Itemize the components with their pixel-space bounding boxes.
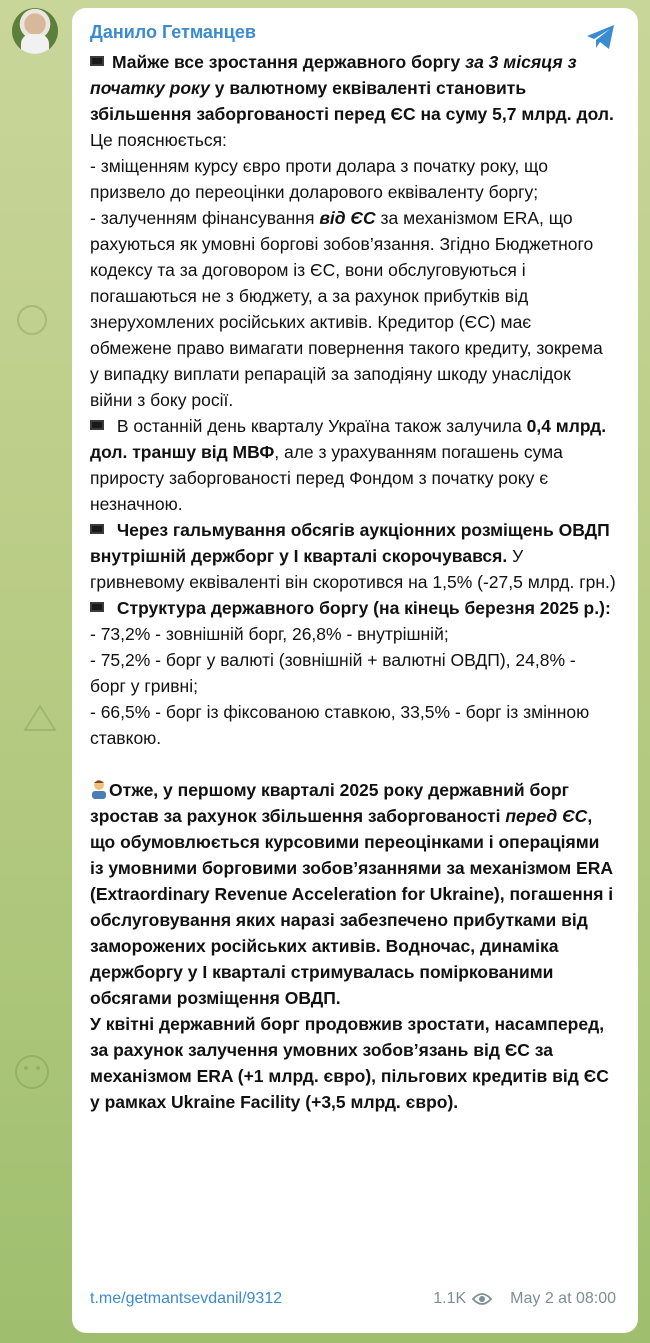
black-square-icon <box>90 56 104 66</box>
paragraph: Через гальмування обсягів аукціонних розміщень ОВДП внутрішній держборг у І кварталі скорочувався. У гривневому еквіваленті він скоротився на 1,5% (-27,5 млрд. грн.) <box>90 520 616 592</box>
message-bubble <box>72 8 638 1333</box>
paragraph: В останній день кварталу Україна також залучила 0,4 млрд. дол. траншу від МВФ, але з урахуванням погашень сума приросту заборгованості перед Фондом з початку року є незначною. <box>90 416 607 514</box>
author-name[interactable]: Данило Гетманцев <box>90 22 256 42</box>
paragraph: Структура державного боргу (на кінець березня 2025 р.): <box>90 595 616 621</box>
timestamp: May 2 at 08:00 <box>510 1290 616 1307</box>
man-technologist-emoji <box>90 779 108 799</box>
message-text <box>90 49 616 1115</box>
author-avatar[interactable] <box>12 8 58 54</box>
background-doodle <box>20 700 60 740</box>
black-square-icon <box>90 420 104 430</box>
view-count: 1.1K <box>433 1290 492 1308</box>
post-link[interactable]: t.me/getmantsevdanil/9312 <box>90 1290 283 1307</box>
black-square-icon <box>90 602 104 612</box>
paragraph: - 66,5% - борг із фіксованою ставкою, 33,5% - борг із змінною ставкою. <box>90 702 590 748</box>
paragraph: - 73,2% - зовнішній борг, 26,8% - внутрішній; <box>90 624 449 644</box>
paragraph: - залученням фінансування від ЄС за механізмом ERA, що рахуються як умовні боргові зобов’язання. Згідно Бюджетного кодексу та за договором із ЄС, вони обслуговуються і погашаються не з бюджету, а за рахунок прибутків від знерухомлених російських активів. Кредитор (ЄС) має обмежене право вимагати повернення такого кредиту, зокрема у випадку виплати репарацій за заподіяну шкоду унаслідок війни з боку росії. <box>90 208 603 410</box>
paragraph: Майже все зростання державного боргу за 3 місяця з початку року у валютному еквіваленті становить збільшення заборгованості перед ЄС на суму 5,7 млрд. дол. Це пояснюється: <box>90 52 614 150</box>
paragraph: - 75,2% - борг у валюті (зовнішній + валютні ОВДП), 24,8% - борг у гривні; <box>90 650 576 696</box>
paragraph: У квітні державний борг продовжив зростати, насамперед, за рахунок залучення умовних зобов’язань від ЄС за механізмом ERA (+1 млрд. євро), пільгових кредитів від ЄС у рамках Ukraine Facility (+3,5 млрд. євро). <box>90 1014 609 1112</box>
background-doodle <box>10 1050 54 1094</box>
background-doodle <box>12 300 52 340</box>
eye-icon <box>472 1292 492 1306</box>
paragraph: Отже, у першому кварталі 2025 року державний борг зростав за рахунок збільшення заборгованості перед ЄС, що обумовлюється курсовими переоцінками і операціями із умовними борговими зобов’язаннями за механізмом ERA (Extraordinary Revenue Acceleration for Ukraine), погашення і обслуговування яких наразі забезпечено прибутками від заморожених російських активів. Водночас, динаміка держборгу у І кварталі стримувалась поміркованими обсягами розміщення ОВДП. <box>90 780 614 1008</box>
telegram-share-icon[interactable] <box>586 24 616 50</box>
black-square-icon <box>90 524 104 534</box>
message-footer <box>90 1287 616 1311</box>
paragraph: - зміщенням курсу євро проти долара з початку року, що призвело до переоцінки доларового еквіваленту боргу; <box>90 156 548 202</box>
